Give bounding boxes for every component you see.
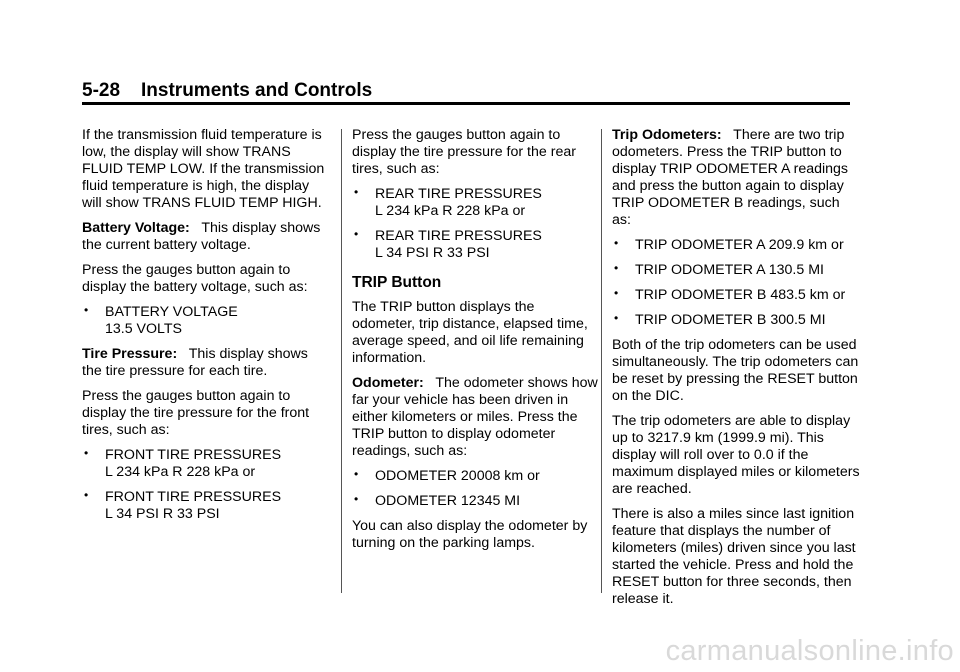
paragraph-press-rear: Press the gauges button again to display the tire pressure for the rear tires, such as:	[352, 127, 576, 177]
column-1	[82, 127, 330, 531]
list-item: • BATTERY VOLTAGE 13.5 VOLTS	[84, 303, 238, 337]
list-item: • ODOMETER 20008 km or	[354, 467, 540, 484]
list-item: • TRIP ODOMETER A 209.9 km or	[614, 236, 844, 253]
list-item: • REAR TIRE PRESSURES L 234 kPa R 228 kPa or	[354, 185, 542, 219]
bullet-icon: •	[614, 236, 619, 250]
bullet-icon: •	[614, 286, 619, 300]
section-heading-trip-button: TRIP Button	[352, 274, 442, 291]
tire-pressure-lead: Tire Pressure:	[82, 346, 178, 362]
odometer-text: The odometer shows how far your vehicle has been driven in either kilometers or miles. Press the TRIP button to display odometer readings, such as:	[352, 375, 598, 459]
odometer-lead: Odometer:	[352, 375, 424, 391]
paragraph-simultaneous: Both of the trip odometers can be used simultaneously. The trip odometers can be reset by pressing the RESET button on the DIC.	[612, 337, 859, 404]
column-3	[612, 127, 860, 616]
trip-odometer-list	[612, 237, 860, 329]
odometer-list	[352, 468, 600, 510]
column-2	[352, 127, 600, 560]
paragraph-trip-odometers	[612, 127, 860, 229]
list-item: • ODOMETER 12345 MI	[354, 492, 521, 509]
bullet-icon: •	[354, 492, 359, 506]
battery-voltage-lead: Battery Voltage:	[82, 220, 190, 236]
list-item: • TRIP ODOMETER B 300.5 MI	[614, 311, 826, 328]
paragraph-rollover: The trip odometers are able to display up to 3217.9 km (1999.9 mi). This display will roll over to 0.0 if the maximum displayed miles or kilometers are reached.	[612, 413, 860, 497]
tire-pressure-text: This display shows the tire pressure for each tire.	[82, 346, 308, 379]
list-item: • TRIP ODOMETER A 130.5 MI	[614, 261, 824, 278]
bullet-icon: •	[84, 303, 89, 317]
bullet-icon: •	[354, 185, 359, 199]
watermark-url: carmanualsonline.info	[665, 635, 954, 667]
paragraph-tire-pressure	[82, 346, 330, 380]
list-item: • TRIP ODOMETER B 483.5 km or	[614, 286, 846, 303]
column-divider-2	[601, 129, 602, 593]
trip-odometers-lead: Trip Odometers:	[612, 127, 722, 143]
bullet-icon: •	[84, 446, 89, 460]
list-item: • FRONT TIRE PRESSURES L 234 kPa R 228 kPa or	[84, 446, 282, 480]
list-item: • REAR TIRE PRESSURES L 34 PSI R 33 PSI	[354, 227, 542, 261]
paragraph-odometer	[352, 375, 600, 460]
list-item: • FRONT TIRE PRESSURES L 34 PSI R 33 PSI	[84, 488, 282, 522]
bullet-icon: •	[614, 261, 619, 275]
header-rule	[82, 102, 850, 105]
page-header	[82, 80, 372, 102]
bullet-icon: •	[354, 227, 359, 241]
paragraph-miles-since-ignition: There is also a miles since last ignition feature that displays the number of kilometers (miles) driven since you last started the vehicle. Press and hold the RESET button for three seconds, then release it.	[612, 506, 856, 607]
trip-odometers-text: There are two trip odometers. Press the TRIP button to display TRIP ODOMETER A readings and press the button again to display TRIP ODOMETER B readings, such as:	[612, 127, 849, 228]
bullet-icon: •	[614, 311, 619, 325]
paragraph-trans-fluid: If the transmission fluid temperature is low, the display will show TRANS FLUID TEMP LOW. If the transmission fluid temperature is high, the display will show TRANS FLUID TEMP HIGH.	[82, 127, 325, 211]
paragraph-trip-button: The TRIP button displays the odometer, trip distance, elapsed time, average speed, and oil life remaining information.	[352, 299, 588, 366]
front-tire-list	[82, 447, 330, 523]
column-divider-1	[341, 129, 342, 593]
page-number: 5-28	[82, 80, 121, 101]
battery-list	[82, 304, 330, 338]
paragraph-battery-voltage	[82, 220, 330, 254]
bullet-icon: •	[354, 467, 359, 481]
paragraph-parking-lamps: You can also display the odometer by turning on the parking lamps.	[352, 518, 588, 551]
rear-tire-list	[352, 186, 600, 262]
paragraph-press-front: Press the gauges button again to display the tire pressure for the front tires, such as:	[82, 388, 310, 438]
battery-voltage-text: This display shows the current battery voltage.	[82, 220, 321, 253]
section-title: Instruments and Controls	[141, 80, 373, 101]
paragraph-press-battery: Press the gauges button again to display the battery voltage, such as:	[82, 262, 308, 295]
bullet-icon: •	[84, 488, 89, 502]
